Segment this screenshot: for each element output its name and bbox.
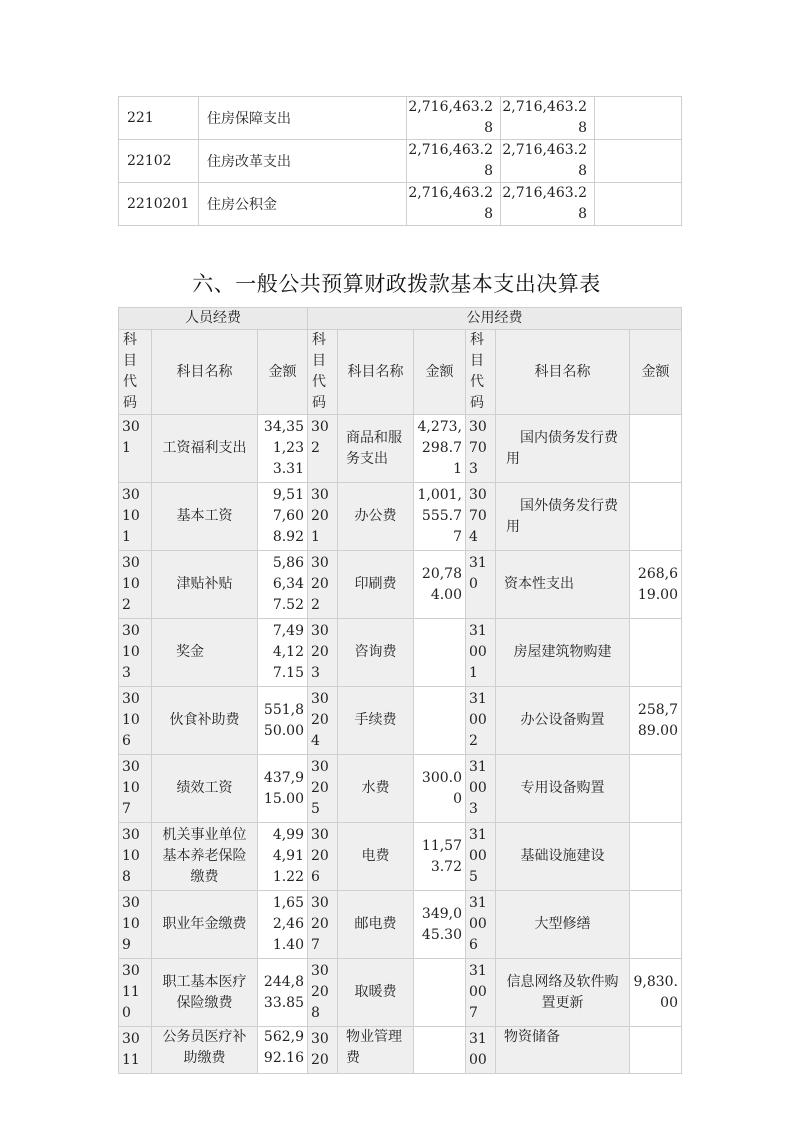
personnel-subject-code: 30107 xyxy=(119,755,152,823)
public-amount xyxy=(414,687,466,755)
public-subject-code: 30207 xyxy=(308,891,338,959)
personnel-subject-code: 3011 xyxy=(119,1027,152,1074)
public-subject-code: 31005 xyxy=(466,823,496,891)
public-subject-code: 30203 xyxy=(308,619,338,687)
header-subject-code: 科目代码 xyxy=(119,330,152,415)
personnel-subject-name: 职业年金缴费 xyxy=(152,891,258,959)
table-row xyxy=(119,959,682,1027)
personnel-subject-name: 基本工资 xyxy=(152,483,258,551)
public-subject-code: 30208 xyxy=(308,959,338,1027)
personnel-amount: 437,915.00 xyxy=(258,755,308,823)
personnel-amount: 562,992.16 xyxy=(258,1027,308,1074)
public-subject-name: 物业管理费 xyxy=(338,1027,414,1074)
public-amount xyxy=(630,891,682,959)
personnel-subject-code: 30103 xyxy=(119,619,152,687)
group-personnel-header: 人员经费 xyxy=(119,308,308,330)
public-amount xyxy=(414,1027,466,1074)
public-subject-code: 3020 xyxy=(308,1027,338,1074)
basic-expenditure-table xyxy=(118,307,682,1074)
personnel-amount: 34,351,233.31 xyxy=(258,415,308,483)
table-row xyxy=(119,551,682,619)
public-subject-name: 基础设施建设 xyxy=(496,823,630,891)
public-subject-name: 信息网络及软件购置更新 xyxy=(496,959,630,1027)
public-subject-name: 国外债务发行费用 xyxy=(496,483,630,551)
amount-basic: 2,716,463.28 xyxy=(501,183,595,226)
public-subject-name: 办公设备购置 xyxy=(496,687,630,755)
public-amount xyxy=(630,1027,682,1074)
public-subject-code: 30205 xyxy=(308,755,338,823)
public-subject-code: 310 xyxy=(466,551,496,619)
personnel-subject-name: 工资福利支出 xyxy=(152,415,258,483)
header-amount: 金额 xyxy=(258,330,308,415)
public-amount: 20,784.00 xyxy=(414,551,466,619)
header-amount: 金额 xyxy=(630,330,682,415)
public-subject-name: 电费 xyxy=(338,823,414,891)
personnel-subject-code: 301 xyxy=(119,415,152,483)
public-subject-name: 商品和服务支出 xyxy=(338,415,414,483)
public-subject-name: 国内债务发行费用 xyxy=(496,415,630,483)
public-amount xyxy=(630,619,682,687)
public-subject-code: 31002 xyxy=(466,687,496,755)
personnel-amount: 7,494,127.15 xyxy=(258,619,308,687)
public-subject-name: 水费 xyxy=(338,755,414,823)
public-subject-name: 手续费 xyxy=(338,687,414,755)
personnel-subject-name: 绩效工资 xyxy=(152,755,258,823)
header-subject-code: 科目代码 xyxy=(308,330,338,415)
table-row xyxy=(119,97,682,140)
public-amount xyxy=(414,619,466,687)
table-row xyxy=(119,687,682,755)
personnel-amount: 9,517,608.92 xyxy=(258,483,308,551)
group-header-row xyxy=(119,308,682,330)
table-row xyxy=(119,483,682,551)
table-row xyxy=(119,415,682,483)
public-amount xyxy=(414,959,466,1027)
group-public-header: 公用经费 xyxy=(308,308,682,330)
personnel-amount: 1,652,461.40 xyxy=(258,891,308,959)
personnel-subject-name: 津贴补贴 xyxy=(152,551,258,619)
personnel-amount: 551,850.00 xyxy=(258,687,308,755)
public-amount xyxy=(630,483,682,551)
public-subject-code: 31007 xyxy=(466,959,496,1027)
header-subject-name: 科目名称 xyxy=(338,330,414,415)
top-budget-table xyxy=(118,96,682,226)
public-subject-code: 30201 xyxy=(308,483,338,551)
personnel-subject-code: 30108 xyxy=(119,823,152,891)
public-subject-code: 30202 xyxy=(308,551,338,619)
public-amount xyxy=(630,415,682,483)
public-subject-code: 31006 xyxy=(466,891,496,959)
personnel-amount: 4,994,911.22 xyxy=(258,823,308,891)
public-subject-code: 30204 xyxy=(308,687,338,755)
table-row xyxy=(119,140,682,183)
amount-total: 2,716,463.28 xyxy=(407,97,501,140)
header-subject-code: 科目代码 xyxy=(466,330,496,415)
public-subject-name: 邮电费 xyxy=(338,891,414,959)
table-row xyxy=(119,619,682,687)
personnel-subject-code: 30110 xyxy=(119,959,152,1027)
table-row xyxy=(119,755,682,823)
public-amount xyxy=(630,755,682,823)
amount-basic: 2,716,463.28 xyxy=(501,140,595,183)
subject-code: 2210201 xyxy=(119,183,199,226)
public-subject-name: 房屋建筑物购建 xyxy=(496,619,630,687)
subject-name: 住房公积金 xyxy=(199,183,407,226)
public-subject-name: 资本性支出 xyxy=(496,551,630,619)
subject-name: 住房改革支出 xyxy=(199,140,407,183)
personnel-subject-name: 奖金 xyxy=(152,619,258,687)
table-row xyxy=(119,891,682,959)
public-subject-name: 物资储备 xyxy=(496,1027,630,1074)
personnel-subject-name: 机关事业单位基本养老保险缴费 xyxy=(152,823,258,891)
section-title: 六、一般公共预算财政拨款基本支出决算表 xyxy=(192,272,601,296)
table-row xyxy=(119,1027,682,1074)
personnel-subject-code: 30106 xyxy=(119,687,152,755)
public-subject-name: 大型修缮 xyxy=(496,891,630,959)
table-row xyxy=(119,823,682,891)
personnel-subject-code: 30109 xyxy=(119,891,152,959)
public-subject-code: 31001 xyxy=(466,619,496,687)
public-subject-code: 30703 xyxy=(466,415,496,483)
public-amount: 258,789.00 xyxy=(630,687,682,755)
personnel-subject-name: 职工基本医疗保险缴费 xyxy=(152,959,258,1027)
personnel-subject-name: 伙食补助费 xyxy=(152,687,258,755)
public-amount: 268,619.00 xyxy=(630,551,682,619)
public-subject-code: 302 xyxy=(308,415,338,483)
subject-code: 221 xyxy=(119,97,199,140)
public-subject-code: 3100 xyxy=(466,1027,496,1074)
public-amount: 11,573.72 xyxy=(414,823,466,891)
public-subject-name: 印刷费 xyxy=(338,551,414,619)
personnel-subject-code: 30101 xyxy=(119,483,152,551)
subject-code: 22102 xyxy=(119,140,199,183)
public-amount: 300.00 xyxy=(414,755,466,823)
personnel-amount: 244,833.85 xyxy=(258,959,308,1027)
public-subject-name: 取暖费 xyxy=(338,959,414,1027)
personnel-subject-name: 公务员医疗补助缴费 xyxy=(152,1027,258,1074)
amount-total: 2,716,463.28 xyxy=(407,183,501,226)
public-subject-name: 专用设备购置 xyxy=(496,755,630,823)
public-subject-name: 咨询费 xyxy=(338,619,414,687)
header-amount: 金额 xyxy=(414,330,466,415)
public-amount: 1,001,555.77 xyxy=(414,483,466,551)
personnel-subject-code: 30102 xyxy=(119,551,152,619)
subject-name: 住房保障支出 xyxy=(199,97,407,140)
personnel-amount: 5,866,347.52 xyxy=(258,551,308,619)
amount-basic: 2,716,463.28 xyxy=(501,97,595,140)
column-header-row xyxy=(119,330,682,415)
public-amount: 9,830.00 xyxy=(630,959,682,1027)
public-amount: 4,273,298.71 xyxy=(414,415,466,483)
public-subject-code: 30206 xyxy=(308,823,338,891)
amount-project xyxy=(595,140,682,183)
header-subject-name: 科目名称 xyxy=(152,330,258,415)
amount-project xyxy=(595,97,682,140)
public-subject-code: 30704 xyxy=(466,483,496,551)
public-amount: 349,045.30 xyxy=(414,891,466,959)
public-subject-name: 办公费 xyxy=(338,483,414,551)
header-subject-name: 科目名称 xyxy=(496,330,630,415)
amount-project xyxy=(595,183,682,226)
public-subject-code: 31003 xyxy=(466,755,496,823)
amount-total: 2,716,463.28 xyxy=(407,140,501,183)
public-amount xyxy=(630,823,682,891)
table-row xyxy=(119,183,682,226)
